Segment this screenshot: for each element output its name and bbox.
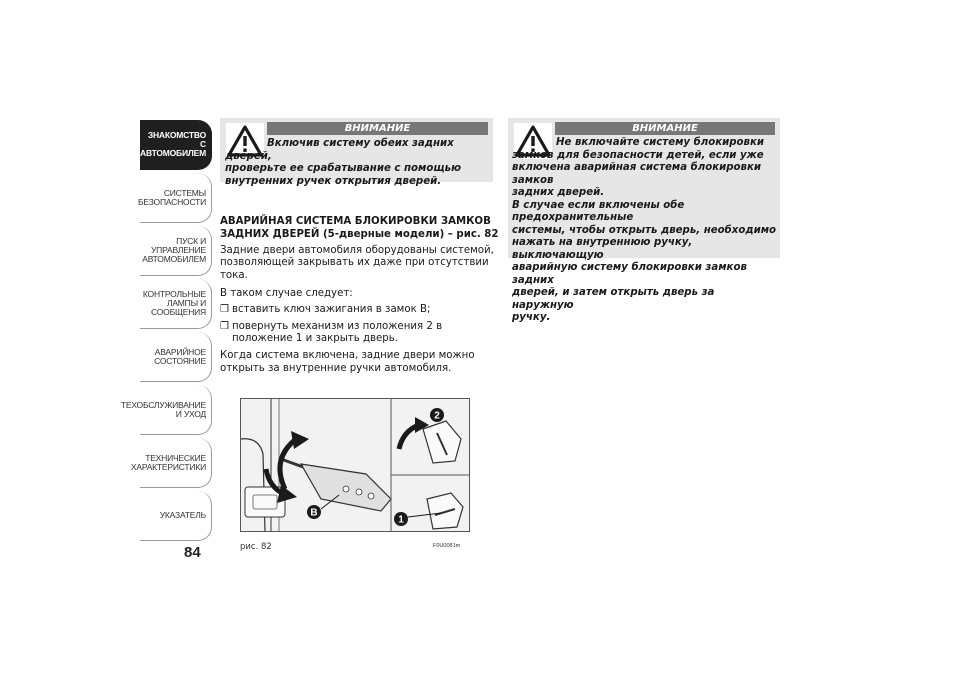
figure-caption: рис. 82 bbox=[240, 542, 272, 552]
list-item bbox=[220, 304, 500, 317]
page-number: 84 bbox=[184, 544, 201, 561]
tab-index[interactable]: УКАЗАТЕЛЬ bbox=[140, 491, 212, 541]
tab-emergency[interactable]: АВАРИЙНОЕ СОСТОЯНИЕ bbox=[140, 332, 212, 382]
section-intro: Задние двери автомобиля оборудованы системой, позволяющей закрывать их даже при отсутствии тока. bbox=[220, 244, 494, 282]
tab-maintenance[interactable]: ТЕХОБСЛУЖИВАНИЕ И УХОД bbox=[140, 385, 212, 435]
warning-title-bar: ВНИМАНИЕ bbox=[555, 122, 775, 135]
warning-box-right bbox=[508, 118, 780, 323]
tab-specs[interactable]: ТЕХНИЧЕСКИЕ ХАРАКТЕРИСТИКИ bbox=[140, 438, 212, 488]
warning-text: Не включайте систему блокировки замков для безопасности детей, если уже включена аварийная система блокировки замков задних дверей. В случае если включены обе предохранительные системы, чтобы открыть дверь, необходимо нажать на внутреннюю ручку, выключающую аварийную систему блокировки замков задних дверей, и затем открыть дверь за наружную ручку. bbox=[512, 137, 777, 323]
warning-box-left bbox=[220, 118, 493, 187]
tab-intro[interactable]: ЗНАКОМСТВО С АВТОМОБИЛЕМ bbox=[140, 120, 212, 170]
label-1: 1 bbox=[398, 514, 404, 526]
section-lead: В таком случае следует: bbox=[220, 287, 353, 299]
tab-driving[interactable]: ПУСК И УПРАВЛЕНИЕ АВТОМОБИЛЕМ bbox=[140, 226, 212, 276]
bullet-box-icon: ❒ bbox=[220, 320, 229, 332]
label-2: 2 bbox=[434, 410, 440, 422]
bullet-box-icon: ❒ bbox=[220, 303, 229, 315]
figure-82 bbox=[240, 398, 470, 532]
figure-code: F0U0081m bbox=[433, 543, 461, 549]
section-heading: АВАРИЙНАЯ СИСТЕМА БЛОКИРОВКИ ЗАМКОВ ЗАДНИХ ДВЕРЕЙ (5-дверные модели) – рис. 82 bbox=[220, 216, 499, 240]
chapter-tabs bbox=[120, 120, 212, 544]
label-b: B bbox=[310, 507, 318, 519]
list-item bbox=[220, 321, 500, 347]
list-item-text: вставить ключ зажигания в замок B; bbox=[232, 303, 431, 315]
door-lock-illustration bbox=[241, 399, 469, 531]
warning-text: Включив систему обеих задних дверей, проверьте ее срабатывание с помощью внутренних ручек открытия дверей. bbox=[225, 138, 461, 187]
warning-title-bar: ВНИМАНИЕ bbox=[267, 122, 488, 135]
tab-warning-lights[interactable]: КОНТРОЛЬНЫЕ ЛАМПЫ И СООБЩЕНИЯ bbox=[140, 279, 212, 329]
section-outro: Когда система включена, задние двери можно открыть за внутренние ручки автомобиля. bbox=[220, 350, 475, 374]
list-item-text: повернуть механизм из положения 2 в положение 1 и закрыть дверь. bbox=[232, 320, 443, 345]
emergency-lock-section bbox=[220, 216, 500, 381]
tab-safety[interactable]: СИСТЕМЫ БЕЗОПАСНОСТИ bbox=[140, 173, 212, 223]
